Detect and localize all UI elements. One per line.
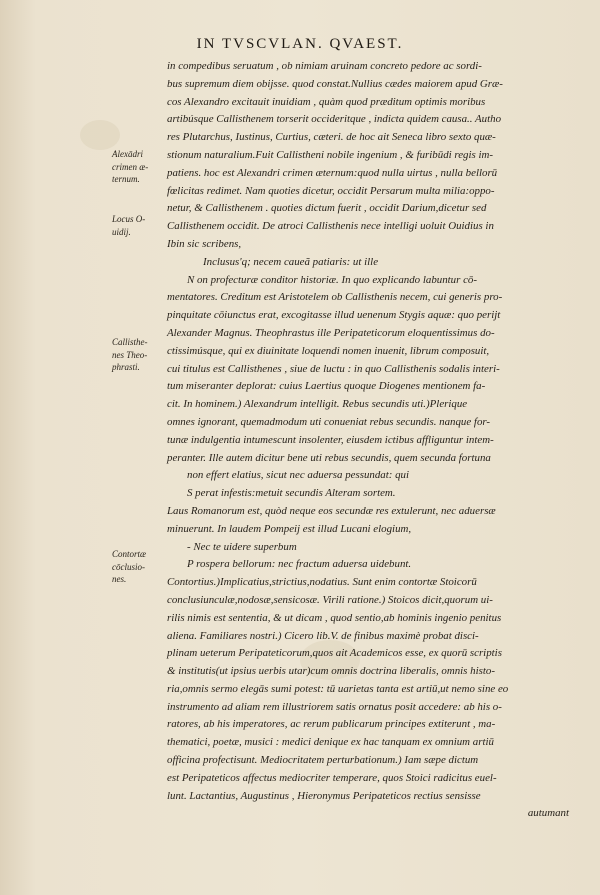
text-line: tum miseranter deplorat: cuius Laertius quoque Diogenes mentionem fa-	[167, 380, 486, 393]
text-line: Contortius.)Implicatius,strictius,nodatius. Sunt enim contortæ Stoicorū	[167, 576, 477, 589]
text-line: pinquitate cōiunctus erat, excogitasse illud uenenum Stygis aquæ: quo perijt	[167, 309, 501, 322]
text-line: cos Alexandro excitauit inuidiam , quàm quod præditum optimis moribus	[167, 95, 486, 108]
text-line: Inclusus'q; necem caueã patiaris: ut ille	[203, 255, 379, 268]
text-line: tunæ indulgentia intumescunt insolenter, eiusdem ictibus affliguntur intem-	[167, 433, 494, 446]
text-line: Laus Romanorum est, quòd neque eos secundæ res extulerunt, nec aduersæ	[167, 504, 496, 517]
text-line: Callisthenem occidit. De atroci Callisthenis nece intelligi uoluit Ouidius in	[167, 220, 494, 233]
text-line: stionum naturalium.Fuit Callistheni nobile ingenium , & furibūdi regis im-	[167, 148, 494, 161]
text-line: aliena. Familiares nostri.) Cicero lib.V. de finibus maximè probat disci-	[167, 629, 479, 642]
text-line: conclusiunculæ,nodosæ,sensicosæ. Virili ratione.) Stoicos dicit,quorum ui-	[167, 593, 493, 606]
text-line: ctissimúsque, qui ex diuinitate loquendi nomen inuenit, librum composuit,	[167, 344, 490, 357]
text-line: omnes ignorant, quemadmodum uti conueniat rebus secundis. nanque for-	[167, 415, 491, 428]
marginal-line: uidij.	[112, 226, 131, 237]
marginal-line: Alexādri	[112, 149, 143, 159]
text-line: fœlicitas redimet. Nam quoties dicetur, occidit Persarum multa milia:oppo-	[167, 184, 495, 197]
marginal-line: ternum.	[112, 174, 140, 184]
text-line: Ibin sic scribens,	[167, 237, 242, 250]
text-line: N on profecturæ conditor historiæ. In quo explicando labuntur cō-	[187, 273, 477, 286]
text-line: P rospera bellorum: nec fractum aduersa uidebunt.	[187, 558, 412, 571]
text-line: cit. In hominem.) Alexandrum intelligit. Rebus secundis uti.)Plerique	[167, 398, 468, 411]
text-line: bus supremum diem obijsse. quod constat.Nullius cædes maiorem apud Græ-	[167, 77, 503, 90]
text-line: non effert elatius, sicut nec aduersa pessundat: qui	[187, 469, 410, 482]
marginal-line: Contortæ	[112, 549, 147, 559]
marginal-note-contortae	[112, 548, 172, 586]
text-line: netur, & Callisthenem . quoties dictum fuerit , occidit Darium,dicetur sed	[167, 202, 487, 215]
text-line: ria,omnis sermo elegās sumi potest: tū uarietas tanta est artiū,ut nemo sine eo	[167, 682, 509, 695]
text-line: S perat infestis:metuit secundis Alteram sortem.	[187, 487, 396, 500]
text-line: in compedibus seruatum , ob nimiam aruinam concreto pedore ac sordi-	[167, 60, 482, 72]
marginal-line: phrasti.	[112, 362, 140, 372]
paper-stain	[80, 120, 120, 150]
marginal-note-callisthenes	[112, 336, 172, 374]
text-line: cui titulus est Callisthenes , siue de luctu : in quo Callisthenis sodalis interi-	[167, 362, 500, 375]
text-line: peranter. Ille autem dicitur bene uti rebus secundis, quem secunda fortuna	[167, 451, 491, 464]
text-line: artibúsque Callisthenem torserit occideritque , indicta quidem causa.. Autho	[167, 113, 502, 126]
marginal-note-ouidij	[112, 213, 172, 238]
marginal-line: crimen æ-	[112, 161, 149, 172]
marginal-line: cōclusio-	[112, 561, 145, 572]
text-line: plinam ueterum Peripateticorum,quos ait Academicos esse, ex quorū scriptis	[167, 647, 502, 660]
marginal-note-alexandri	[112, 148, 172, 186]
text-line: est Peripateticos affectus mediocriter temperare, quos Stoici radicitus euel-	[167, 771, 497, 784]
text-line: Alexander Magnus. Theophrastus ille Peripateticorum eloquentissimus do-	[167, 326, 495, 339]
marginal-line: nes.	[112, 574, 127, 584]
marginal-line: nes Theo-	[112, 349, 148, 360]
text-line: instrumento ad aliam rem illustriorem satis ornatus posit accedere: ab his o-	[167, 700, 502, 713]
main-text-block	[167, 58, 575, 823]
text-line: autumant	[527, 807, 569, 820]
text-line: lunt. Lactantius, Augustinus , Hieronymus Peripateticos rectius sensisse	[167, 789, 481, 802]
text-line: patiens. hoc est Alexandri crimen æternum:quod nulla uirtus , nulla bellorū	[167, 166, 498, 179]
text-line: minuerunt. In laudem Pompeij est illud Lucani elogium,	[167, 522, 412, 535]
text-line: ratores, ab his imperatores, ac rerum publicarum principes extiterunt , ma-	[167, 718, 496, 731]
text-line: thematici, poetæ, musici : medici denique ex hac tanquam ex omnium artiū	[167, 736, 494, 749]
text-line: mentatores. Creditum est Aristotelem ob Callisthenis necem, cui generis pro-	[167, 291, 503, 304]
marginal-line: Callisthe-	[112, 337, 148, 347]
text-line: res Plutarchus, Iustinus, Curtius, cæteri. de hoc ait Seneca libro sexto quæ-	[167, 131, 496, 144]
text-line: rilis nimis est sententia, & ut dicam , quod sentio,ab hominis ingenio penitus	[167, 611, 502, 624]
text-line: & institutis(ut ipsius uerbis utar)cum omnis doctrina liberalis, omnis histo-	[167, 665, 495, 678]
running-head: IN TVSCVLAN. QVAEST.	[196, 36, 404, 52]
text-line: - Nec te uidere superbum	[187, 540, 297, 553]
marginal-line: Locus O-	[112, 214, 146, 224]
text-line: officina profectisunt. Mediocritatem perturbationum.) Iam sæpe dictum	[167, 754, 479, 767]
